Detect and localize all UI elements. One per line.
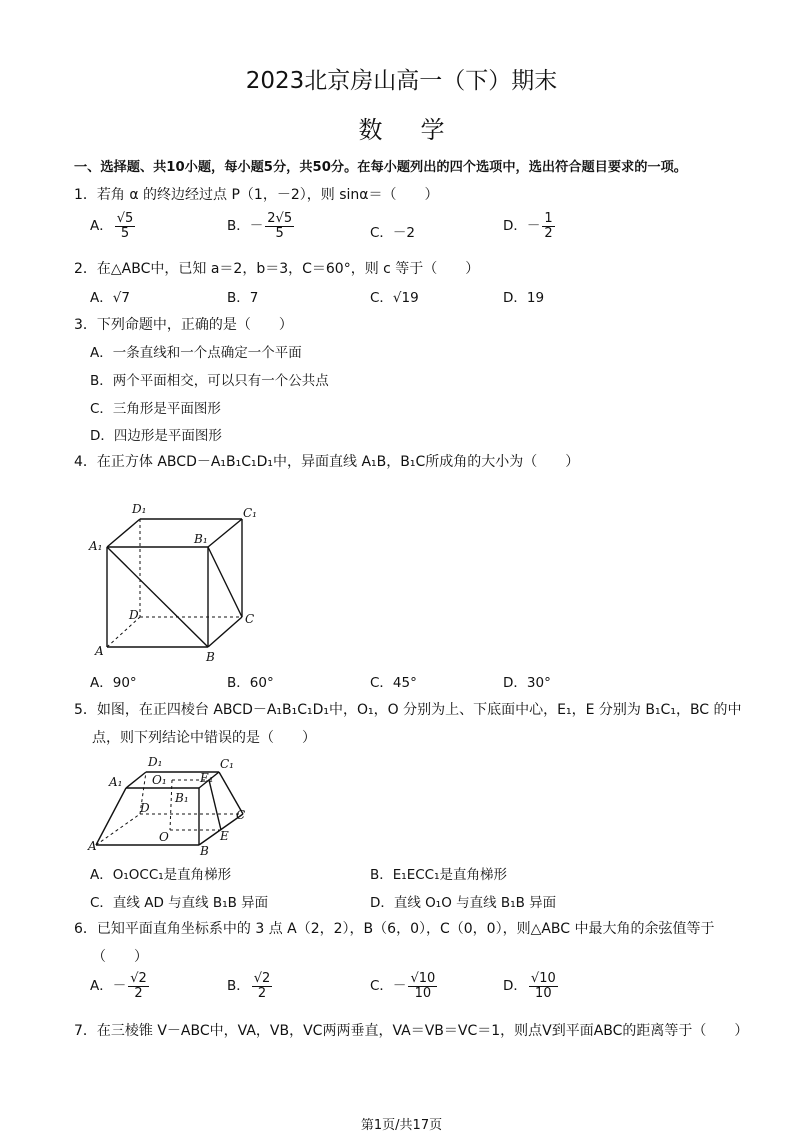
q1-option-a-label: A． xyxy=(90,218,113,235)
q5-option-a: A．O₁OCC₁是直角梯形 xyxy=(90,867,232,883)
q6-c-numerator: √10 xyxy=(410,971,436,986)
q2-option-c: C．√19 xyxy=(370,290,419,306)
q6-option-c xyxy=(370,972,439,1000)
page-title: 2023北京房山高一（下）期末 xyxy=(245,68,558,94)
q1-option-d xyxy=(503,212,557,240)
q3-option-c: C．三角形是平面图形 xyxy=(90,401,221,417)
cube-label-b: B xyxy=(206,650,215,664)
frustum-label-e: E xyxy=(220,829,229,843)
q2-option-d: D．19 xyxy=(503,290,545,306)
question-3-stem: 3．下列命题中，正确的是（ ） xyxy=(74,317,293,333)
q6-d-numerator: √10 xyxy=(530,971,556,986)
frustum-label-b: B xyxy=(200,844,209,857)
section-heading: 一、选择题、共10小题，每小题5分，共50分。在每小题列出的四个选项中，选出符合题目要求的一项。 xyxy=(74,160,687,175)
frustum-label-c1: C₁ xyxy=(220,757,234,771)
q1-d-numerator: 1 xyxy=(544,211,553,226)
frustum-label-d: D xyxy=(140,801,150,815)
q1-option-d-label: D．－ xyxy=(503,218,541,235)
q1-option-d-fraction xyxy=(542,212,554,240)
q1-b-denominator: 5 xyxy=(275,225,284,241)
q2-option-a: A．√7 xyxy=(90,290,130,306)
question-5-stem-line1: 5．如图，在正四棱台 ABCD－A₁B₁C₁D₁中，O₁，O 分别为上、下底面中心，E₁，E 分别为 B₁C₁，BC 的中 xyxy=(74,702,742,718)
q6-option-b-label: B． xyxy=(227,978,250,995)
cube-label-a: A xyxy=(95,644,104,658)
cube-label-c: C xyxy=(245,612,255,626)
q6-a-denominator: 2 xyxy=(134,985,143,1001)
q6-option-d-label: D． xyxy=(503,978,527,995)
q1-option-a-fraction xyxy=(115,212,136,240)
question-4-stem: 4．在正方体 ABCD－A₁B₁C₁D₁中，异面直线 A₁B，B₁C所成角的大小为（ ） xyxy=(74,454,580,470)
q5-option-c: C．直线 AD 与直线 B₁B 异面 xyxy=(90,895,269,911)
q6-option-d xyxy=(503,972,560,1000)
q1-option-b-fraction xyxy=(265,212,294,240)
q1-option-b-label: B．－ xyxy=(227,218,264,235)
q1-a-denominator: 5 xyxy=(120,225,130,241)
frustum-label-b1: B₁ xyxy=(175,791,189,805)
q6-option-d-fraction xyxy=(529,972,558,1000)
q1-d-denominator: 2 xyxy=(544,225,553,241)
cube-figure xyxy=(85,495,265,665)
frustum-figure xyxy=(86,752,261,857)
q6-option-c-label: C．－ xyxy=(370,978,407,995)
frustum-label-o: O xyxy=(159,830,169,844)
cube-label-d: D xyxy=(129,608,139,622)
q5-option-d: D．直线 O₁O 与直线 B₁B 异面 xyxy=(370,895,557,911)
q1-option-b xyxy=(227,212,296,240)
frustum-label-c: C xyxy=(236,808,246,822)
frustum-label-a: A xyxy=(88,839,97,853)
question-6-stem-line2: （ ） xyxy=(92,949,148,965)
q6-option-b xyxy=(227,972,274,1000)
question-1-stem: 1．若角 α 的终边经过点 P（1，－2），则 sinα＝（ ） xyxy=(74,187,439,203)
q4-option-b: B．60° xyxy=(227,675,274,691)
question-7-stem: 7．在三棱锥 V－ABC中，VA，VB，VC两两垂直，VA＝VB＝VC＝1，则点V到平面ABC的距离等于（ ） xyxy=(74,1023,749,1039)
q4-option-d: D．30° xyxy=(503,675,551,691)
question-6-stem-line1: 6．已知平面直角坐标系中的 3 点 A（2，2），B（6，0），C（0，0），则△ABC 中最大角的余弦值等于 xyxy=(74,921,715,937)
q6-option-a xyxy=(90,972,151,1000)
q6-b-denominator: 2 xyxy=(257,985,267,1001)
cube-label-b1: B₁ xyxy=(194,532,208,546)
cube-label-c1: C₁ xyxy=(243,506,257,520)
q1-option-c: C．－2 xyxy=(370,225,416,241)
q2-option-b: B．7 xyxy=(227,290,259,306)
q5-option-b: B．E₁ECC₁是直角梯形 xyxy=(370,867,507,883)
q4-option-a: A．90° xyxy=(90,675,137,691)
q4-option-c: C．45° xyxy=(370,675,417,691)
question-5-stem-line2: 点，则下列结论中错误的是（ ） xyxy=(92,730,316,746)
frustum-label-d1: D₁ xyxy=(148,755,163,769)
q6-d-denominator: 10 xyxy=(535,985,552,1001)
q6-option-a-fraction xyxy=(128,972,149,1000)
q6-a-numerator: √2 xyxy=(130,971,147,986)
q6-b-numerator: √2 xyxy=(253,971,271,986)
question-2-stem: 2．在△ABC中，已知 a＝2，b＝3，C＝60°，则 c 等于（ ） xyxy=(74,261,480,277)
cube-label-a1: A₁ xyxy=(89,539,103,553)
q3-option-d: D．四边形是平面图形 xyxy=(90,428,222,444)
q6-option-b-fraction xyxy=(252,972,273,1000)
q3-option-a: A．一条直线和一个点确定一个平面 xyxy=(90,345,302,361)
frustum-label-a1: A₁ xyxy=(109,775,123,789)
frustum-label-o1: O₁ xyxy=(152,773,167,787)
q6-option-a-label: A．－ xyxy=(90,978,127,995)
q1-b-numerator: 2√5 xyxy=(267,211,293,226)
q6-option-c-fraction xyxy=(408,972,437,1000)
q1-option-a xyxy=(90,212,137,240)
frustum-label-e1: E₁ xyxy=(200,771,214,785)
q1-a-numerator: √5 xyxy=(116,211,134,226)
q3-option-b: B．两个平面相交，可以只有一个公共点 xyxy=(90,373,329,389)
cube-label-d1: D₁ xyxy=(132,502,147,516)
q6-c-denominator: 10 xyxy=(414,985,432,1001)
subject-title: 数学 xyxy=(358,116,483,144)
page-footer: 第1页/共17页 xyxy=(360,1118,443,1133)
